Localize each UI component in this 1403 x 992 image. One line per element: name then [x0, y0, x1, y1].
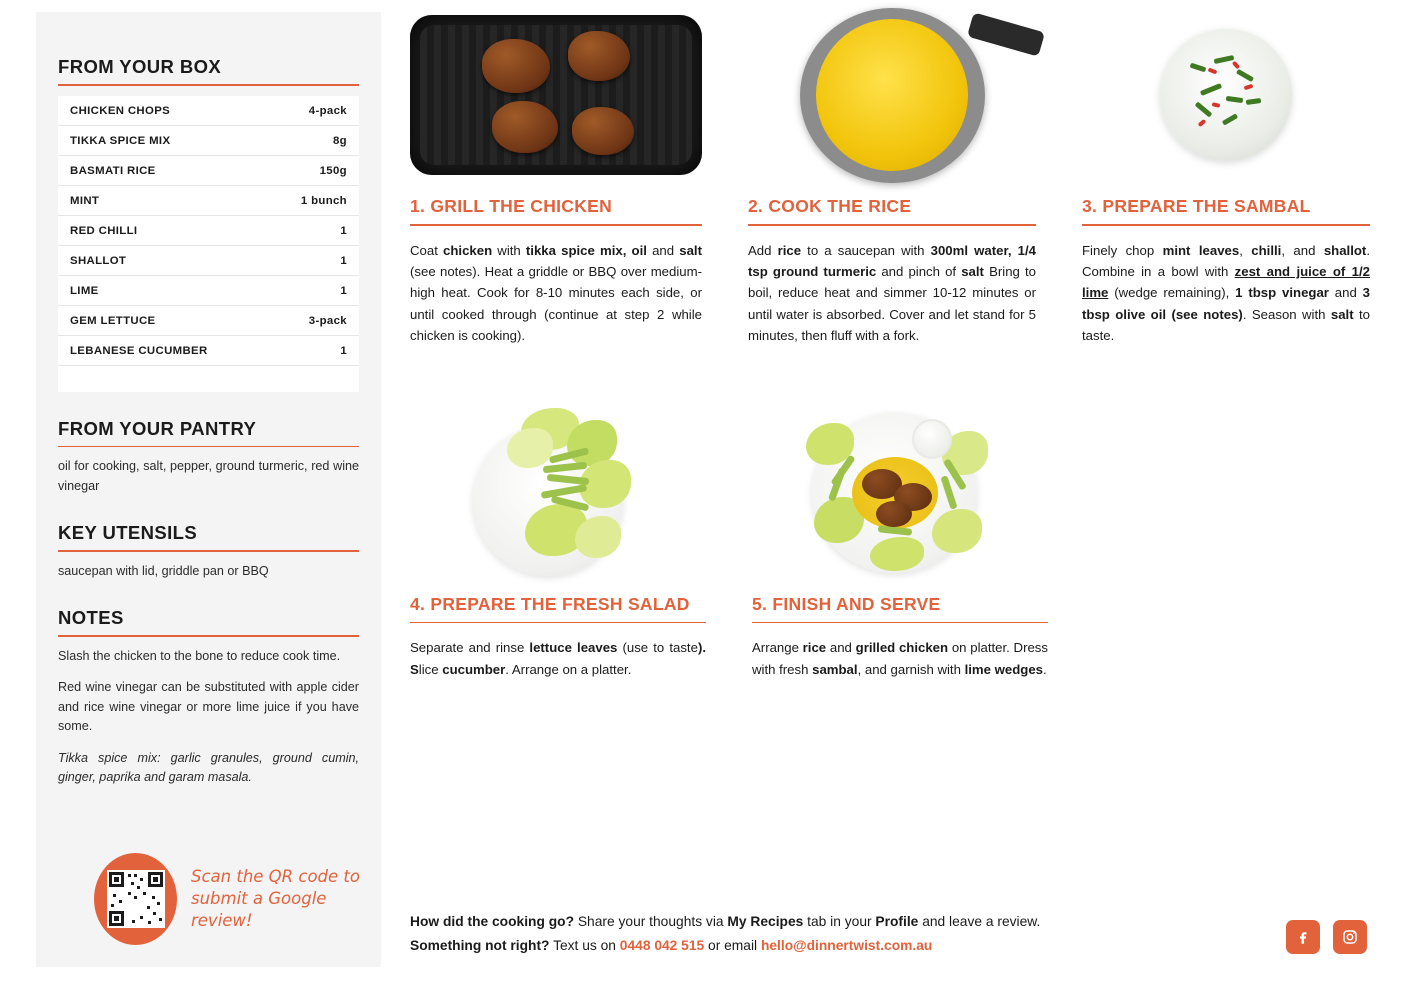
box-items-table	[58, 96, 359, 392]
table-row	[58, 156, 359, 186]
key-utensils-section	[58, 522, 359, 581]
qr-review-block[interactable]	[94, 853, 381, 945]
table-row	[58, 216, 359, 246]
ingredient-name: BASMATI RICE	[70, 164, 156, 177]
note-item: Slash the chicken to the bone to reduce cook time.	[58, 648, 341, 663]
footer-line-2[interactable]: Something not right? Text us on 0448 042 515 or email hello@dinnertwist.com.au	[410, 937, 933, 953]
divider	[410, 622, 706, 624]
qr-review-text: Scan the QR code to submit a Google review!	[191, 866, 360, 931]
divider	[58, 84, 359, 86]
table-row-spacer	[58, 366, 359, 392]
ingredient-name: TIKKA SPICE MIX	[70, 134, 171, 147]
sambal-ramekin	[912, 419, 952, 459]
footer-line-1: How did the cooking go? Share your thoughts via My Recipes tab in your Profile and leave a review.	[410, 913, 1041, 929]
step-text: Finely chop mint leaves, chilli, and shallot. Combine in a bowl with zest and juice of 1/2 lime (wedge remaining), 1 tbsp vinegar and 3 tbsp olive oil (see notes). Season with salt to taste.	[1082, 242, 1370, 344]
ingredient-qty: 1	[340, 284, 347, 297]
steps-row-1	[410, 0, 1370, 360]
step-4	[410, 398, 706, 694]
step-title: 4. PREPARE THE FRESH SALAD	[410, 593, 690, 614]
step-1	[410, 0, 702, 360]
notes-section	[58, 607, 359, 788]
pan-handle	[966, 12, 1044, 56]
table-row	[58, 186, 359, 216]
ingredient-name: GEM LETTUCE	[70, 314, 156, 327]
qr-code-icon	[107, 870, 165, 928]
step-title: 3. PREPARE THE SAMBAL	[1082, 196, 1311, 216]
from-your-box-title: FROM YOUR BOX	[58, 56, 222, 77]
divider	[748, 224, 1036, 226]
saucepan-with-turmeric-rice-photo	[748, 0, 1036, 190]
divider	[752, 622, 1048, 624]
ingredient-name: SHALLOT	[70, 254, 127, 267]
step-5	[752, 398, 1048, 694]
bowl-of-sambal-photo	[1082, 0, 1370, 190]
sidebar	[36, 12, 381, 967]
step-2	[748, 0, 1036, 360]
from-your-pantry-section	[58, 418, 359, 497]
ingredient-qty: 1 bunch	[300, 194, 347, 207]
from-your-box-section	[58, 56, 359, 392]
qr-code-badge[interactable]	[94, 853, 177, 945]
note-item: Red wine vinegar can be substituted with apple cider and rice wine vinegar or more lime juice if you have some.	[58, 680, 359, 734]
griddle-illustration	[410, 15, 702, 175]
step-3	[1082, 0, 1370, 360]
social-links[interactable]	[1286, 920, 1367, 954]
table-row	[58, 96, 359, 126]
divider	[1082, 224, 1370, 226]
divider	[58, 550, 359, 552]
ingredient-qty: 150g	[319, 164, 347, 177]
divider	[58, 446, 359, 448]
from-your-pantry-title: FROM YOUR PANTRY	[58, 417, 257, 439]
divider	[410, 224, 702, 226]
rice-illustration	[816, 19, 968, 171]
step-text: Separate and rinse lettuce leaves (use to taste). Slice cucumber. Arrange on a platter.	[410, 640, 706, 677]
ingredient-qty: 1	[340, 344, 347, 357]
finished-platter-illustration	[800, 405, 1000, 580]
table-row	[58, 126, 359, 156]
utensils-text: saucepan with lid, griddle pan or BBQ	[58, 563, 269, 578]
step-title: 5. FINISH AND SERVE	[752, 593, 941, 614]
key-utensils-title: KEY UTENSILS	[58, 522, 198, 544]
ingredient-qty: 4-pack	[308, 104, 347, 117]
ingredient-name: CHICKEN CHOPS	[70, 104, 171, 117]
note-item: Tikka spice mix: garlic granules, ground cumin, ginger, paprika and garam masala.	[58, 750, 359, 785]
step-title: 2. COOK THE RICE	[748, 196, 912, 216]
table-row	[58, 306, 359, 336]
table-row	[58, 336, 359, 366]
ingredient-qty: 3-pack	[308, 314, 347, 327]
griddle-pan-with-chicken-photo	[410, 0, 702, 190]
ingredient-qty: 8g	[333, 134, 347, 147]
finished-platter-photo	[752, 398, 1048, 588]
ingredient-name: LEBANESE CUCUMBER	[70, 344, 208, 357]
step-title: 1. GRILL THE CHICKEN	[410, 196, 613, 216]
salad-platter-illustration	[463, 408, 653, 578]
divider	[58, 635, 359, 637]
step-text: Arrange rice and grilled chicken on platter. Dress with fresh sambal, and garnish with lime wedges.	[752, 640, 1048, 677]
step-text: Coat chicken with tikka spice mix, oil and salt (see notes). Heat a griddle or BBQ over medium-high heat. Cook for 8-10 minutes each side, or until cooked through (continue at step 2 while chicken is cooking).	[410, 242, 702, 344]
ingredient-name: MINT	[70, 194, 100, 207]
footer	[410, 910, 1370, 958]
facebook-icon[interactable]	[1286, 920, 1320, 954]
ingredient-name: LIME	[70, 284, 99, 297]
table-row	[58, 246, 359, 276]
sambal-bowl-illustration	[1160, 29, 1292, 161]
saucepan-illustration	[800, 8, 985, 183]
ingredient-name: RED CHILLI	[70, 224, 138, 237]
notes-title: NOTES	[58, 607, 124, 629]
pantry-text: oil for cooking, salt, pepper, ground turmeric, red wine vinegar	[58, 459, 359, 493]
ingredient-qty: 1	[340, 254, 347, 267]
platter-with-lettuce-and-cucumber-photo	[410, 398, 706, 588]
instagram-icon[interactable]	[1333, 920, 1367, 954]
steps-row-2	[410, 398, 1370, 694]
table-row	[58, 276, 359, 306]
step-text: Add rice to a saucepan with 300ml water, 1/4 tsp ground turmeric and pinch of salt Bring to boil, reduce heat and simmer 10-12 minutes or until water is absorbed. Cover and let stand for 5 minutes, then fluff with a fork.	[748, 242, 1036, 344]
ingredient-qty: 1	[340, 224, 347, 237]
steps-content	[410, 0, 1370, 992]
